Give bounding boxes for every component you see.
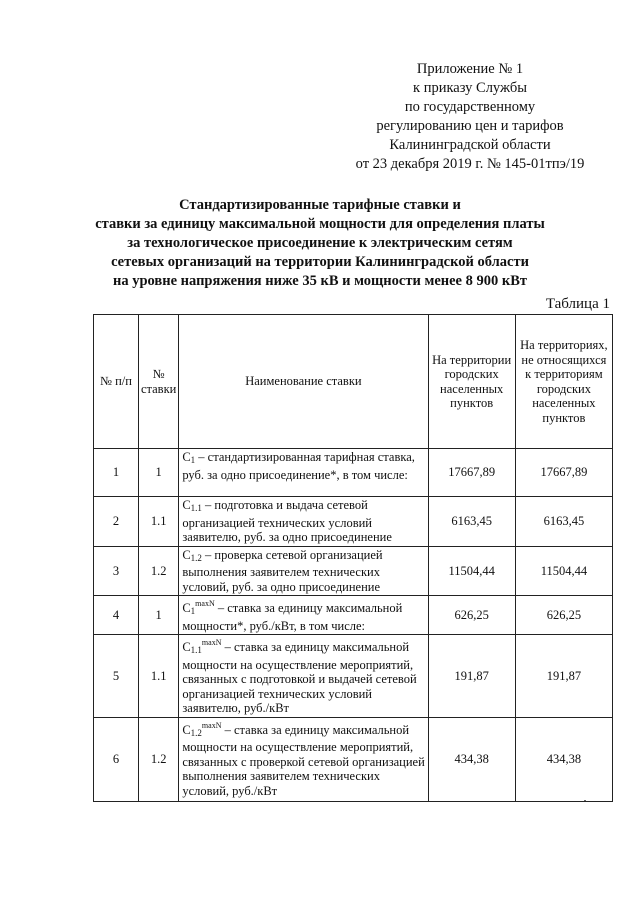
- rate-subscript: 1.2: [190, 552, 202, 563]
- table-row: [94, 449, 613, 497]
- table-body: [94, 449, 613, 802]
- urban-value: 11504,44: [428, 546, 515, 596]
- appendix-line: по государственному: [404, 99, 536, 115]
- title-line: на уровне напряжения ниже 35 кВ и мощности менее 8 900 кВт: [112, 273, 528, 289]
- page-speck: [584, 800, 586, 801]
- appendix-line: от 23 декабря 2019 г. № 145-01тпэ/19: [355, 156, 585, 172]
- rate-superscript: maxN: [201, 638, 222, 647]
- rate-name: [179, 449, 428, 497]
- urban-value: 17667,89: [428, 449, 515, 497]
- rate-description: – проверка сетевой организацией выполнения заявителем технических условий, руб. за одно присоединение: [182, 547, 383, 594]
- rate-number: 1.2: [138, 717, 178, 801]
- title-line: ставки за единицу максимальной мощности для определения платы: [95, 216, 545, 232]
- rate-symbol: C: [182, 450, 191, 464]
- rate-subscript: 1: [190, 455, 196, 465]
- nonurban-value: 191,87: [515, 635, 612, 718]
- rate-symbol: C: [182, 498, 191, 512]
- table-header-row: [94, 315, 613, 449]
- urban-value: 191,87: [428, 635, 515, 718]
- nonurban-value: 6163,45: [515, 497, 612, 547]
- rate-number: 1.2: [138, 546, 178, 596]
- rate-name: [179, 717, 428, 801]
- rate-name: [179, 596, 428, 635]
- row-number: 4: [94, 596, 139, 635]
- rate-description: – ставка за единицу максимальной мощности на осуществление мероприятий, связанных с подготовкой и выдачей сетевой организацией технических условий заявителю, руб./кВт: [182, 640, 417, 715]
- row-number: 1: [94, 449, 139, 497]
- title-line: сетевых организаций на территории Калининградской области: [111, 254, 529, 270]
- nonurban-value: 17667,89: [515, 449, 612, 497]
- rate-description: – подготовка и выдача сетевой организацией технических условий заявителю, руб. за одно присоединение: [182, 498, 392, 544]
- rate-number: 1: [138, 449, 178, 497]
- rate-symbol: C: [182, 547, 191, 562]
- rate-number: 1.1: [138, 497, 178, 547]
- rates-table: [93, 314, 613, 802]
- header-num: № п/п: [94, 315, 139, 449]
- rate-subscript: 1.1: [190, 645, 202, 655]
- rate-superscript: maxN: [201, 720, 222, 730]
- table-row: [94, 546, 613, 596]
- appendix-block: [330, 60, 610, 174]
- rate-subscript: 1.2: [190, 727, 202, 738]
- header-name: Наименование ставки: [179, 315, 428, 449]
- urban-value: 6163,45: [428, 497, 515, 547]
- rate-superscript: maxN: [195, 599, 215, 608]
- rate-name: [179, 546, 428, 596]
- table-row: [94, 635, 613, 718]
- appendix-line: Калининградской области: [389, 137, 551, 153]
- urban-value: 626,25: [428, 596, 515, 635]
- header-nonurban: На территориях, не относящихся к территориям городских населенных пунктов: [515, 315, 612, 449]
- urban-value: 434,38: [428, 717, 515, 801]
- rate-name: [179, 635, 428, 718]
- rate-subscript: 1.1: [190, 503, 202, 513]
- row-number: 5: [94, 635, 139, 718]
- table-caption: Таблица 1: [545, 296, 610, 312]
- nonurban-value: 626,25: [515, 596, 612, 635]
- appendix-line: к приказу Службы: [413, 80, 527, 96]
- rate-name: [179, 497, 428, 547]
- nonurban-value: 11504,44: [515, 546, 612, 596]
- table-row: [94, 717, 613, 801]
- title-line: за технологическое присоединение к электрическим сетям: [127, 235, 513, 251]
- rate-symbol: C: [182, 640, 191, 654]
- appendix-line: регулированию цен и тарифов: [376, 118, 564, 134]
- rate-description: – ставка за единицу максимальной мощности*, руб./кВт, в том числе:: [182, 601, 403, 633]
- row-number: 6: [94, 717, 139, 801]
- rate-description: – стандартизированная тарифная ставка, руб. за одно присоединение*, в том числе:: [182, 450, 415, 482]
- rate-number: 1.1: [138, 635, 178, 718]
- rate-symbol: C: [182, 601, 191, 615]
- header-urban: На территории городских населенных пунктов: [428, 315, 515, 449]
- table-row: [94, 497, 613, 547]
- table-row: [94, 596, 613, 635]
- row-number: 2: [94, 497, 139, 547]
- rate-subscript: 1: [190, 606, 196, 616]
- document-title: [40, 196, 600, 291]
- appendix-line: Приложение № 1: [416, 61, 524, 77]
- rate-symbol: C: [182, 722, 191, 737]
- rate-number: 1: [138, 596, 178, 635]
- nonurban-value: 434,38: [515, 717, 612, 801]
- header-rate-num: № ставки: [138, 315, 178, 449]
- row-number: 3: [94, 546, 139, 596]
- title-line: Стандартизированные тарифные ставки и: [179, 197, 461, 213]
- rate-description: – ставка за единицу максимальной мощности на осуществление мероприятий, связанных с проверкой сетевой организацией выполнения заявителем технических условий, руб./кВт: [182, 722, 425, 798]
